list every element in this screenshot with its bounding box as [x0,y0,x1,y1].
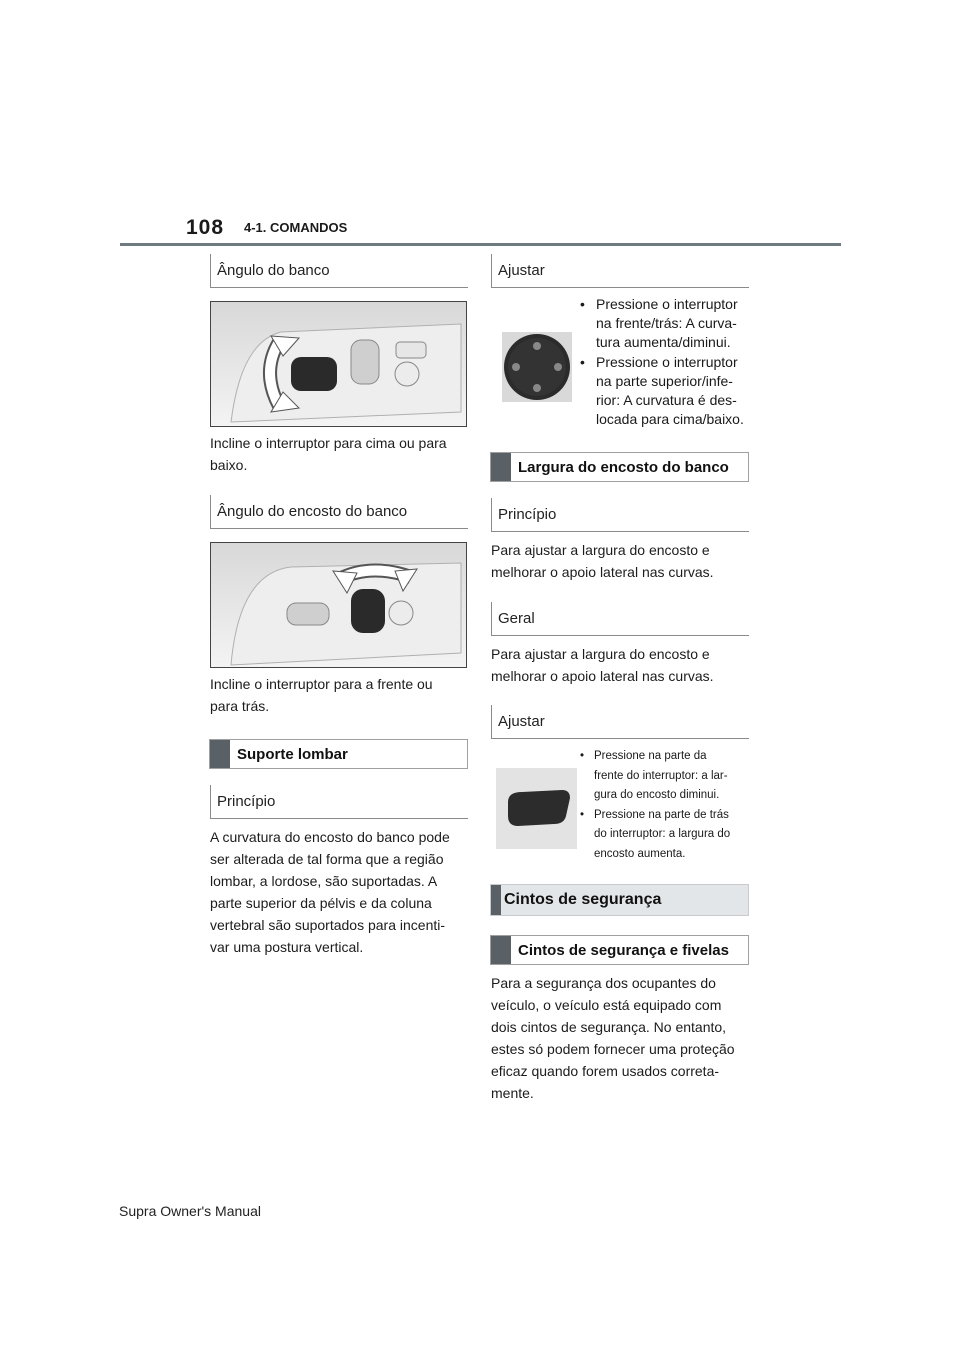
chapter-title: 4-1. COMANDOS [244,220,348,235]
width-principle-heading: Princípio [491,498,749,532]
seat-angle-text: Incline o interruptor para cima ou para baixo. [210,435,447,473]
lumbar-support-heading: Suporte lombar [209,739,468,769]
heading-bar [210,740,230,768]
adjust-width-heading: Ajustar [491,705,749,739]
belts-and-buckles-heading: Cintos de segurança e fivelas [490,935,749,965]
list-item: • Pressione na parte da frente do interruptor: a lar- gura do encosto diminui. [578,747,730,806]
backrest-angle-illustration [210,542,467,668]
width-general-heading: Geral [491,602,749,636]
header-rule [120,243,841,246]
seat-belts-heading: Cintos de segurança [490,884,749,916]
list-item: • Pressione na parte de trás do interruptor: a largura do encosto aumenta. [578,806,730,865]
seat-angle-illustration [210,301,467,427]
manual-name: Supra Owner's Manual [119,1203,261,1219]
heading-bar [491,453,511,481]
width-principle-text: Para ajustar a largura do encosto e melhorar o apoio lateral nas curvas. [491,542,714,580]
width-general-text: Para ajustar a largura do encosto e melhorar o apoio lateral nas curvas. [491,646,714,684]
list-item: • Pressione o interruptor na frente/trás: A curva- tura aumenta/diminui. [576,295,744,353]
width-switch-illustration [496,768,577,849]
adjust-width-list [578,747,730,864]
seat-angle-heading: Ângulo do banco [210,254,468,288]
heading-bar [491,936,511,964]
belts-text: Para a segurança dos ocupantes do veículo, o veículo está equipado com dois cintos de segurança. No entanto, estes só podem fornecer uma proteção eficaz quando forem usados correta- mente. [491,975,735,1101]
backrest-angle-heading: Ângulo do encosto do banco [210,495,468,529]
lumbar-principle-heading: Princípio [210,785,468,819]
page-number: 108 [186,216,225,239]
backrest-angle-text: Incline o interruptor para a frente ou para trás. [210,676,433,714]
adjust-lumbar-list [576,295,744,429]
heading-bar [491,885,501,915]
lumbar-switch-illustration [502,332,572,402]
list-item: • Pressione o interruptor na parte superior/infe- rior: A curvatura é des- locada para cima/baixo. [576,353,744,430]
adjust-lumbar-heading: Ajustar [491,254,749,288]
backrest-width-heading: Largura do encosto do banco [490,452,749,482]
lumbar-principle-text: A curvatura do encosto do banco pode ser alterada de tal forma que a região lombar, a lordose, são suportadas. A parte superior da pélvis e da coluna vertebral são suportados para incenti- var uma postura vertical. [210,829,450,955]
